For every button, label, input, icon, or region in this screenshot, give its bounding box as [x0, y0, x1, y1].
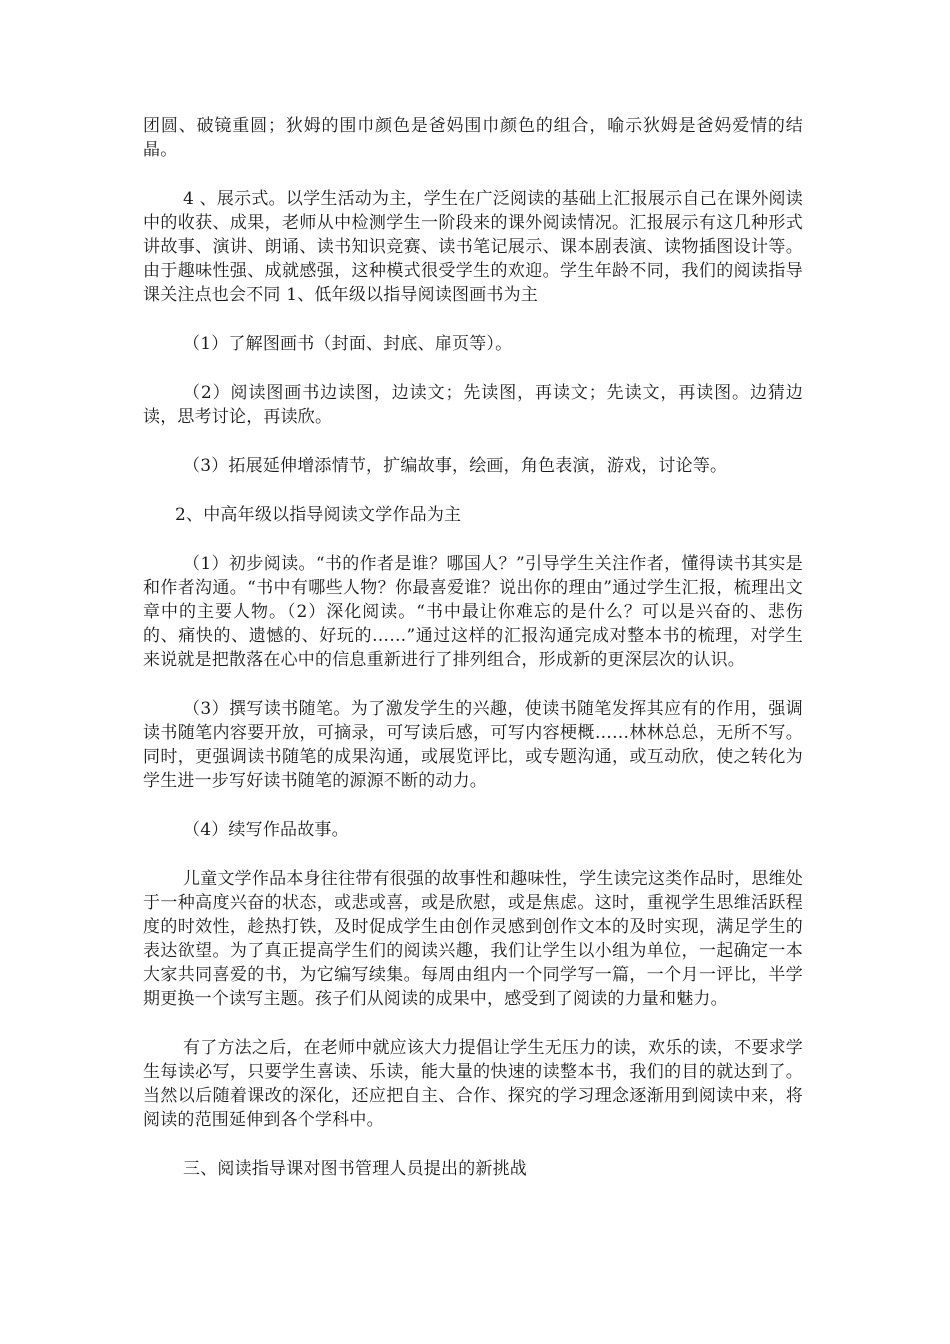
- paragraph-upper-grade-heading: 2、中高年级以指导阅读文学作品为主: [175, 505, 462, 525]
- paragraph-reading-notes: （3）撰写读书随笔。为了激发学生的兴趣，使读书随笔发挥其应有的作用，强调读书随笔内容要开放，可摘录，可写读后感，可写内容梗概……林林总总，无所不写。同时，更强调读书随笔的成果沟通，或展览评比，或专题沟通，或互动欣，使之转化为学生进一步写好读书随笔的源源不断的动力。: [143, 699, 803, 791]
- paragraph-childrens-literature: 儿童文学作品本身往往带有很强的故事性和趣味性，学生读完这类作品时，思维处于一种高度兴奋的状态，或悲或喜，或是欣慰，或是焦虑。这时，重视学生思维活跃程度的时效性，趁热打铁，及时促成学生由创作灵感到创作文本的及时实现，满足学生的表达欲望。为了真正提高学生们的阅读兴趣，我们让学生以小组为单位，一起确定一本大家共同喜爱的书，为它编写续集。每周由组内一个同学写一篇，一个月一评比，半学期更换一个读写主题。孩子们从阅读的成果中，感受到了阅读的力量和魅力。: [143, 869, 803, 1009]
- document-body: [143, 114, 803, 1206]
- paragraph-continuation: 团圆、破镜重圆；狄姆的围巾颜色是爸妈围巾颜色的组合，喻示狄姆是爸妈爱情的结晶。: [143, 116, 803, 160]
- paragraph-continue-story: （4）续写作品故事。: [183, 820, 349, 840]
- paragraph-item-3: （3）拓展延伸增添情节，扩编故事，绘画，角色表演，游戏，讨论等。: [183, 456, 728, 476]
- paragraph-item-2: （2）阅读图画书边读图，边读文；先读图，再读文；先读文，再读图。边猜边读，思考讨论，再读欣。: [143, 383, 803, 427]
- paragraph-item-1: （1）了解图画书（封面、封底、扉页等）。: [183, 334, 513, 354]
- paragraph-initial-reading: （1）初步阅读。“书的作者是谁？哪国人？”引导学生关注作者，懂得读书其实是和作者沟通。“书中有哪些人物？你最喜爱谁？说出你的理由”通过学生汇报，梳理出文章中的主要人物。（2）深化阅读。“书中最让你难忘的是什么？可以是兴奋的、悲伤的、痛快的、遗憾的、好玩的……”通过这样的汇报沟通完成对整本书的梳理，对学生来说就是把散落在心中的信息重新进行了排列组合，形成新的更深层次的认识。: [143, 554, 803, 670]
- paragraph-methods-conclusion: 有了方法之后，在老师中就应该大力提倡让学生无压力的读，欢乐的读，不要求学生每读必写，只要学生喜读、乐读，能大量的快速的读整本书，我们的目的就达到了。当然以后随着课改的深化，还应把自主、合作、探究的学习理念逐渐用到阅读中来，将阅读的范围延伸到各个学科中。: [143, 1038, 803, 1130]
- section-heading-library-challenge: 三、阅读指导课对图书管理人员提出的新挑战: [183, 1159, 527, 1179]
- paragraph-display-method: 4 、展示式。以学生活动为主，学生在广泛阅读的基础上汇报展示自己在课外阅读中的收获、成果，老师从中检测学生一阶段来的课外阅读情况。汇报展示有这几种形式讲故事、演讲、朗诵、读书知识竞赛、读书笔记展示、课本剧表演、读物插图设计等。由于趣味性强、成就感强，这种模式很受学生的欢迎。学生年龄不同，我们的阅读指导课关注点也会不同 1、低年级以指导阅读图画书为主: [143, 189, 803, 305]
